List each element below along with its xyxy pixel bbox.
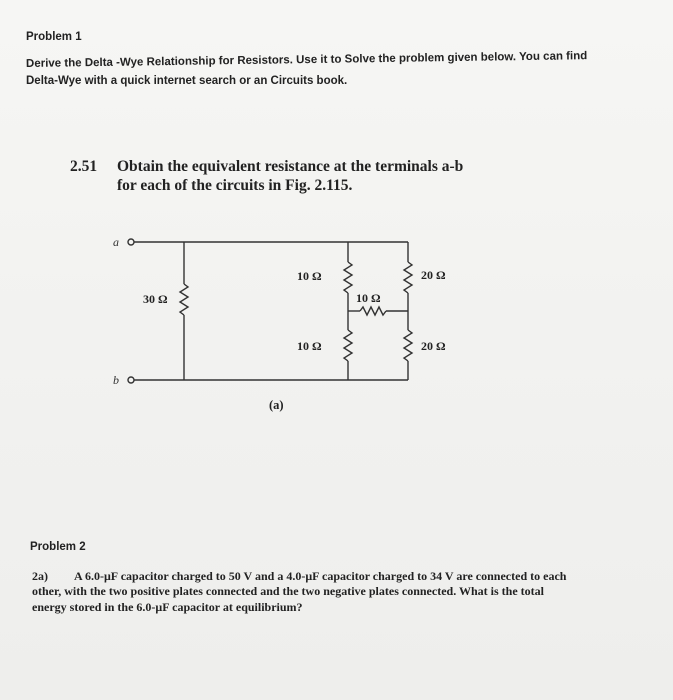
terminal-a-label: a xyxy=(113,235,119,249)
problem2-text-line1: A 6.0-μF capacitor charged to 50 V and a 4.0-μF capacitor charged to 34 V are connected to each xyxy=(74,569,567,583)
problem1-instructions-line1: Derive the Delta -Wye Relationship for Resistors. Use it to Solve the problem given below. You can find xyxy=(25,50,588,70)
question-text-line1: Obtain the equivalent resistance at the terminals a-b xyxy=(117,158,464,175)
resistor-20-bottom-label: 20 Ω xyxy=(421,339,446,353)
resistor-10-bottom-label: 10 Ω xyxy=(297,339,322,353)
resistor-30-symbol xyxy=(180,284,188,315)
resistor-10-bottom-symbol xyxy=(344,330,352,361)
resistor-10-bridge-symbol xyxy=(360,307,386,315)
resistor-10-bridge-label: 10 Ω xyxy=(356,291,381,305)
question-number: 2.51 xyxy=(70,158,98,175)
terminal-b-label: b xyxy=(113,373,119,387)
resistor-10-top-label: 10 Ω xyxy=(297,269,322,283)
problem2-text-line3: energy stored in the 6.0-μF capacitor at equilibrium? xyxy=(32,600,303,614)
figure-caption: (a) xyxy=(269,398,284,412)
problem2-title: Problem 2 xyxy=(30,541,86,553)
resistor-10-top-symbol xyxy=(344,262,352,293)
resistor-20-top-label: 20 Ω xyxy=(421,268,446,282)
problem2-text-line2: other, with the two positive plates connected and the two negative plates connected. What is the total xyxy=(32,584,544,598)
terminal-a-node xyxy=(128,239,134,245)
problem1-instructions-line2: Delta-Wye with a quick internet search or an Circuits book. xyxy=(26,75,348,87)
resistor-20-bottom-symbol xyxy=(404,330,412,361)
problem2-number: 2a) xyxy=(32,569,48,583)
resistor-20-top-symbol xyxy=(404,262,412,293)
terminal-b-node xyxy=(128,377,134,383)
question-text-line2: for each of the circuits in Fig. 2.115. xyxy=(117,177,353,194)
problem1-title: Problem 1 xyxy=(26,31,82,43)
resistor-30-label: 30 Ω xyxy=(143,292,168,306)
